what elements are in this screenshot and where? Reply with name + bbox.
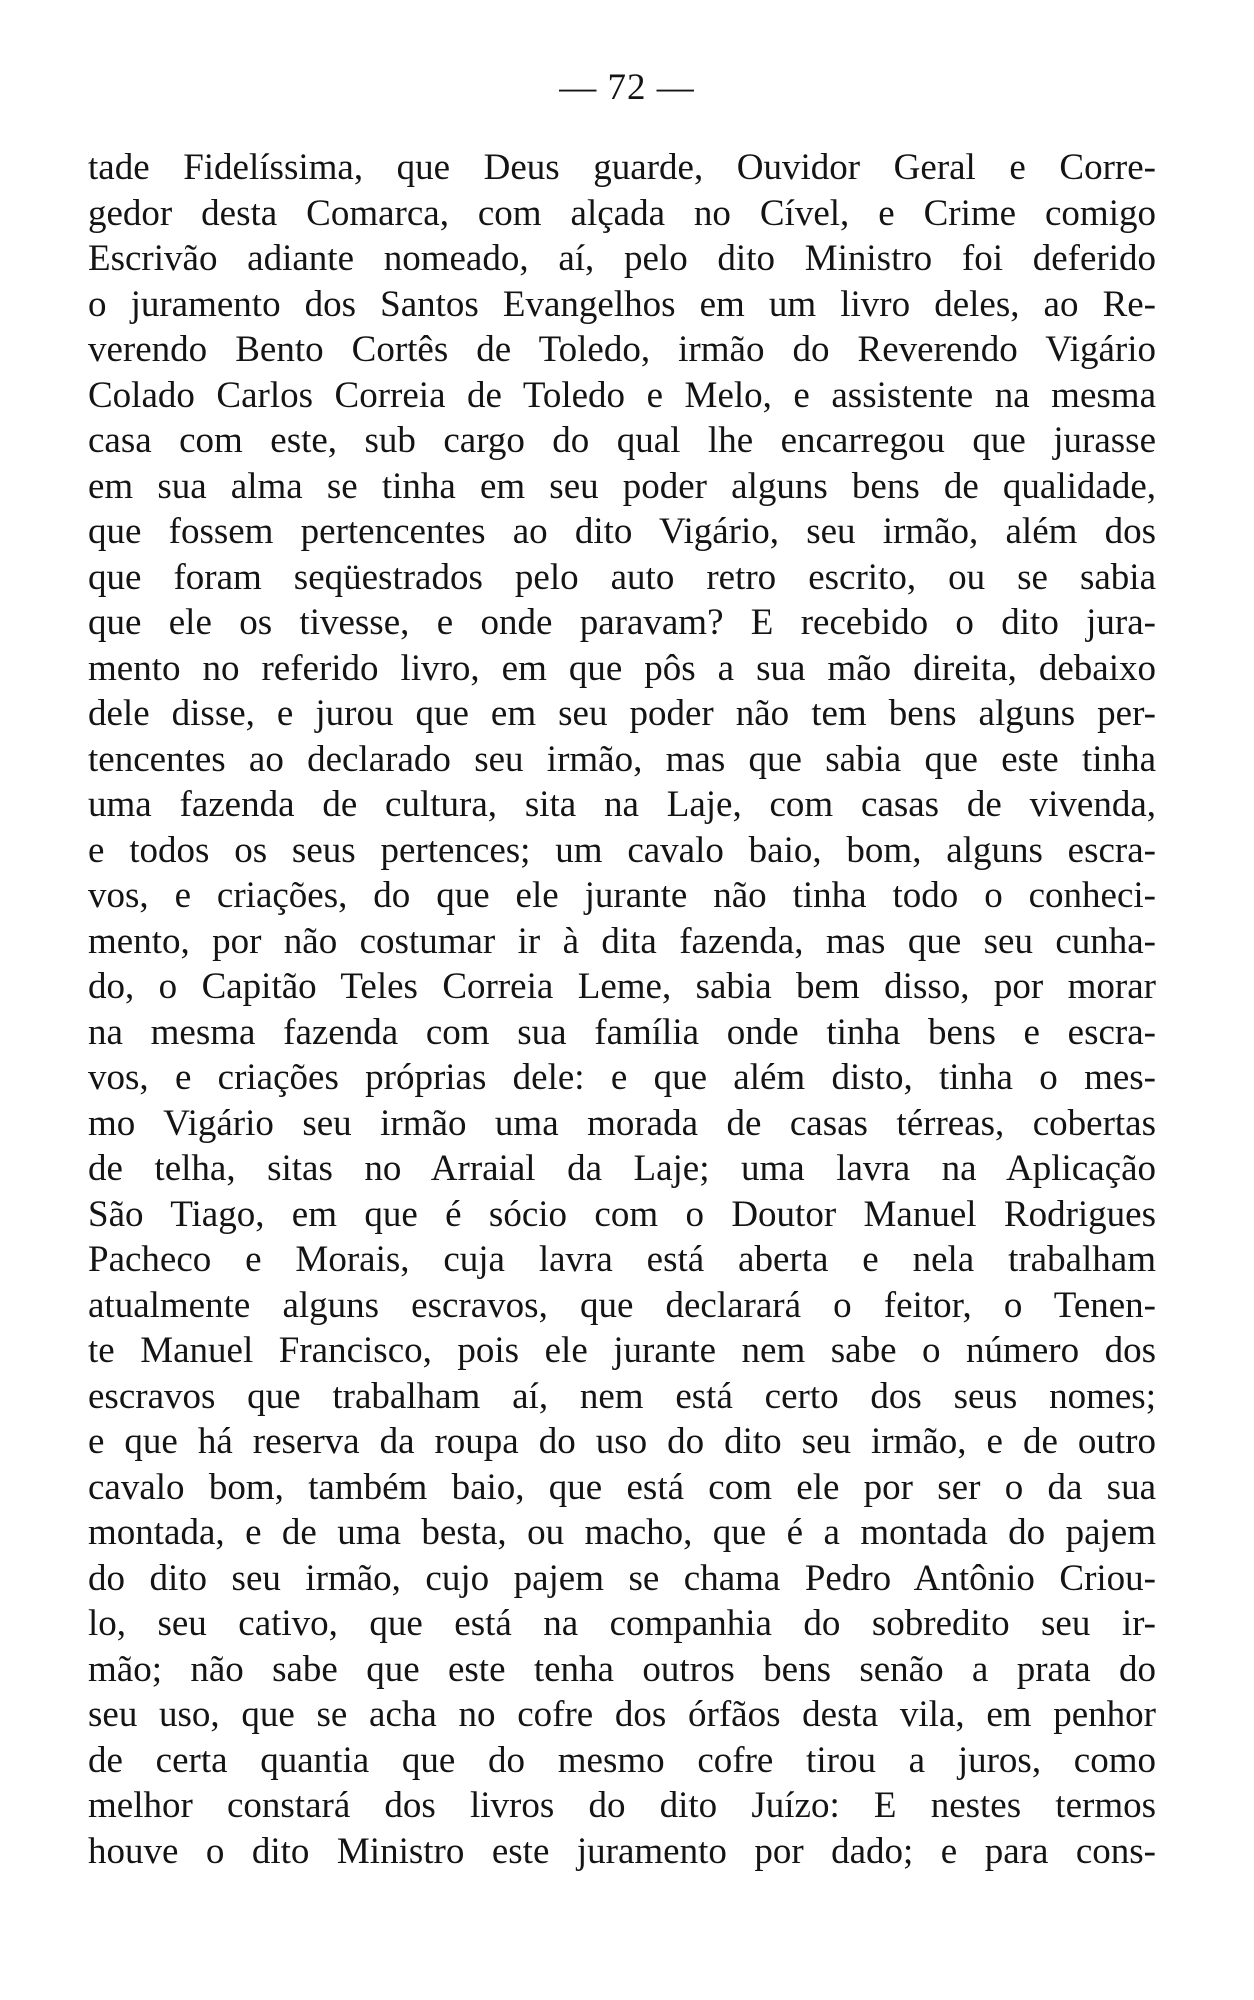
text-line: houve o dito Ministro este juramento por dado; e para cons- [88, 1830, 1156, 1872]
text-line: mão; não sabe que este tenha outros bens senão a prata do [88, 1648, 1156, 1690]
text-line: o juramento dos Santos Evangelhos em um livro deles, ao Re- [88, 283, 1156, 325]
text-line: gedor desta Comarca, com alçada no Cível, e Crime comigo [88, 192, 1156, 234]
text-line: casa com este, sub cargo do qual lhe encarregou que jurasse [88, 420, 1156, 461]
text-line: do dito seu irmão, cujo pajem se chama Pedro Antônio Criou- [88, 1557, 1156, 1599]
text-line: na mesma fazenda com sua família onde tinha bens e escra- [88, 1011, 1156, 1053]
text-line: Pacheco e Morais, cuja lavra está aberta e nela trabalham [88, 1239, 1156, 1280]
text-line: Escrivão adiante nomeado, aí, pelo dito Ministro foi deferido [88, 238, 1156, 279]
body-text [88, 145, 1156, 1874]
text-line: em sua alma se tinha em seu poder alguns bens de qualidade, [88, 465, 1156, 507]
text-line: tade Fidelíssima, que Deus guarde, Ouvidor Geral e Corre- [88, 147, 1156, 188]
text-line: e todos os seus pertences; um cavalo baio, bom, alguns escra- [88, 829, 1156, 871]
text-line: que fossem pertencentes ao dito Vigário, seu irmão, além dos [88, 511, 1156, 552]
text-line: te Manuel Francisco, pois ele jurante nem sabe o número dos [88, 1330, 1156, 1371]
text-line: São Tiago, em que é sócio com o Doutor Manuel Rodrigues [88, 1193, 1156, 1235]
text-line: dele disse, e jurou que em seu poder não tem bens alguns per- [88, 693, 1156, 734]
text-line: tencentes ao declarado seu irmão, mas que sabia que este tinha [88, 738, 1156, 780]
text-line: que foram seqüestrados pelo auto retro escrito, ou se sabia [88, 556, 1156, 598]
text-line: montada, e de uma besta, ou macho, que é a montada do pajem [88, 1512, 1156, 1553]
text-line: melhor constará dos livros do dito Juízo: E nestes termos [88, 1785, 1156, 1826]
text-line: Colado Carlos Correia de Toledo e Melo, e assistente na mesma [88, 374, 1156, 416]
text-line: verendo Bento Cortês de Toledo, irmão do Reverendo Vigário [88, 329, 1156, 370]
text-line: uma fazenda de cultura, sita na Laje, com casas de vivenda, [88, 784, 1156, 825]
text-line: vos, e criações, do que ele jurante não tinha todo o conheci- [88, 875, 1156, 916]
text-line: de telha, sitas no Arraial da Laje; uma lavra na Aplicação [88, 1148, 1156, 1189]
text-line: vos, e criações próprias dele: e que além disto, tinha o mes- [88, 1057, 1156, 1098]
text-line: e que há reserva da roupa do uso do dito seu irmão, e de outro [88, 1421, 1156, 1462]
text-line: seu uso, que se acha no cofre dos órfãos desta vila, em penhor [88, 1694, 1156, 1735]
text-line: atualmente alguns escravos, que declarará o feitor, o Tenen- [88, 1284, 1156, 1326]
text-line: lo, seu cativo, que está na companhia do sobredito seu ir- [88, 1603, 1156, 1644]
text-line: mento no referido livro, em que pôs a sua mão direita, debaixo [88, 647, 1156, 689]
text-line: mento, por não costumar ir à dita fazenda, mas que seu cunha- [88, 920, 1156, 962]
text-line: escravos que trabalham aí, nem está certo dos seus nomes; [88, 1375, 1156, 1417]
page-number: — 72 — [559, 67, 695, 108]
text-line: do, o Capitão Teles Correia Leme, sabia bem disso, por morar [88, 966, 1156, 1007]
text-line: cavalo bom, também baio, que está com ele por ser o da sua [88, 1466, 1156, 1508]
text-line: de certa quantia que do mesmo cofre tirou a juros, como [88, 1739, 1156, 1781]
text-line: mo Vigário seu irmão uma morada de casas térreas, cobertas [88, 1102, 1156, 1144]
text-line: que ele os tivesse, e onde paravam? E recebido o dito jura- [88, 602, 1156, 643]
